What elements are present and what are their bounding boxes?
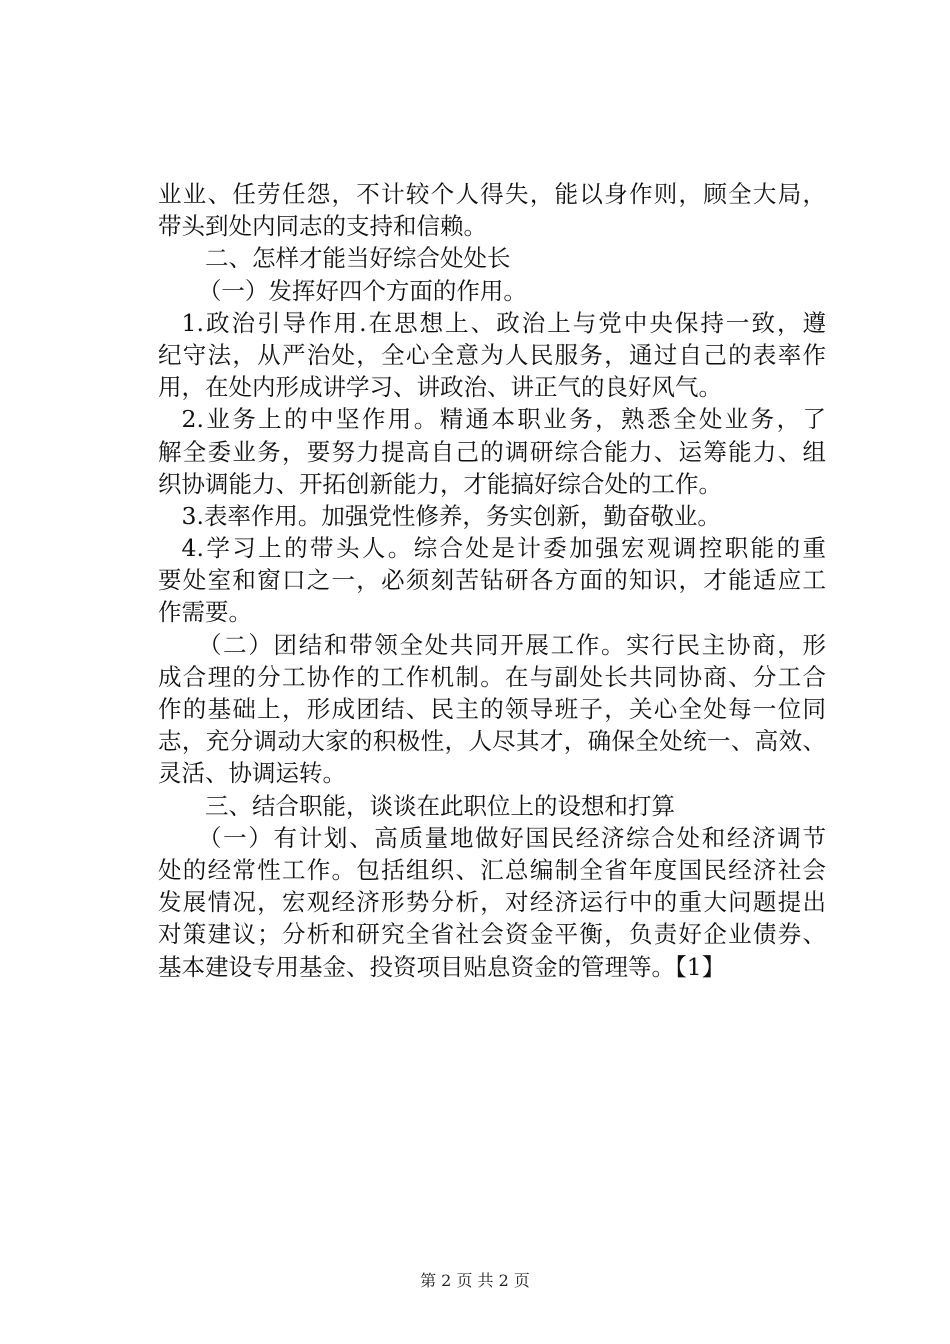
text-line: 带头到处内同志的支持和信赖。 [158,212,487,241]
text-line: 业业、任劳任怨，不计较个人得失，能以身作则，顾全大局， [158,180,826,208]
text-line: 基本建设专用基金、投资项目贴息资金的管理等。【1】 [158,952,726,981]
text-line: 2.业务上的中坚作用。精通本职业务，熟悉全处业务，了 [181,405,826,434]
text-line: 对策建议；分析和研究全省社会资金平衡，负责好企业债券、 [158,920,826,949]
text-line: （一）发挥好四个方面的作用。 [197,276,527,305]
text-line: 作的基础上，形成团结、民主的领导班子，关心全处每一位同 [158,695,826,723]
text-line: 解全委业务，要努力提高自己的调研综合能力、运筹能力、组 [158,437,826,466]
text-line: 织协调能力、开拓创新能力，才能搞好综合处的工作。 [158,469,722,498]
text-line: （一）有计划、高质量地做好国民经济综合处和经济调节 [197,823,826,852]
document-body [158,178,826,983]
text-line: 用，在处内形成讲学习、讲政治、讲正气的良好风气。 [158,373,722,402]
text-line: 1.政治引导作用.在思想上、政治上与党中央保持一致，遵 [181,308,826,337]
text-line: （二）团结和带领全处共同开展工作。实行民主协商，形 [197,630,826,659]
text-line: 纪守法，从严治处，全心全意为人民服务，通过自己的表率作 [158,340,826,369]
text-line: 发展情况，宏观经济形势分析，对经济运行中的重大问题提出 [158,888,826,917]
text-line: 二、怎样才能当好综合处处长 [205,244,511,273]
text-line: 三、结合职能，谈谈在此职位上的设想和打算 [205,791,675,820]
text-line: 要处室和窗口之一，必须刻苦钻研各方面的知识，才能适应工 [158,566,826,595]
text-line: 成合理的分工协作的工作机制。在与副处长共同协商、分工合 [158,662,826,691]
text-line: 3.表率作用。加强党性修养，务实创新，勤奋敬业。 [181,501,721,530]
page-footer: 第 2 页 共 2 页 [420,1271,530,1290]
text-line: 作需要。 [158,598,252,627]
text-line: 志，充分调动大家的积极性，人尽其才，确保全处统一、高效、 [158,727,826,756]
text-line: 4.学习上的带头人。综合处是计委加强宏观调控职能的重 [181,534,826,563]
text-line: 灵活、协调运转。 [158,759,346,788]
text-line: 处的经常性工作。包括组织、汇总编制全省年度国民经济社会 [158,855,826,884]
